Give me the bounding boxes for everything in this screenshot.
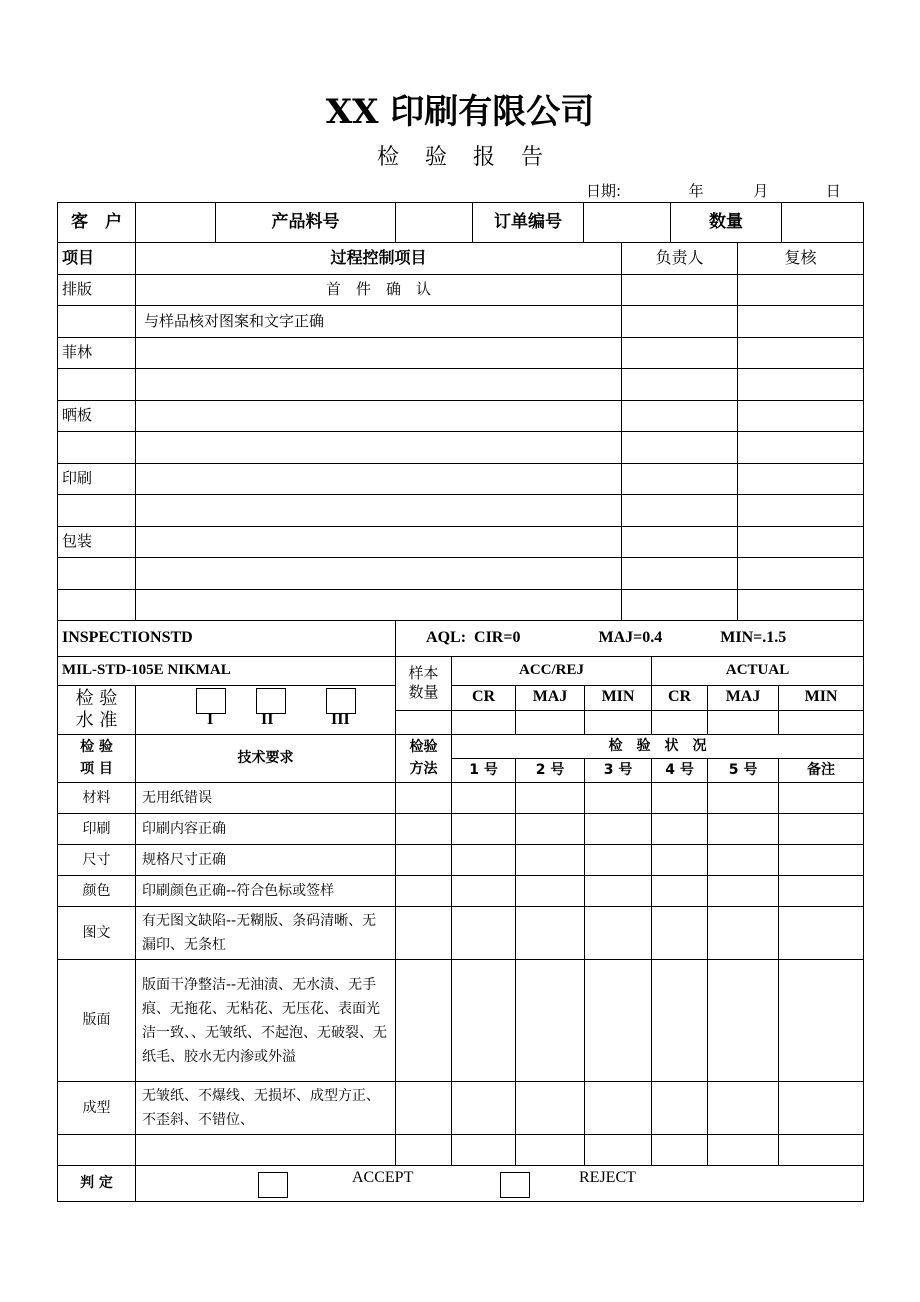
process-row-item: 菲林 xyxy=(58,338,136,369)
check-cell[interactable] xyxy=(585,1135,652,1166)
check-method-cell[interactable] xyxy=(396,1082,452,1135)
check-cell[interactable] xyxy=(652,907,708,960)
check-item: 颜色 xyxy=(58,876,136,907)
check-cell[interactable] xyxy=(516,783,585,814)
process-row-content xyxy=(136,527,622,558)
process-owner-cell[interactable] xyxy=(622,527,738,558)
process-row-item: 包装 xyxy=(58,527,136,558)
check-cell[interactable] xyxy=(585,814,652,845)
date-month: 月 xyxy=(753,182,769,200)
level-3-label: III xyxy=(331,711,350,728)
process-row-item xyxy=(58,306,136,338)
process-row-item xyxy=(58,495,136,527)
process-row-item: 印刷 xyxy=(58,464,136,495)
level-1-label: I xyxy=(207,711,214,728)
process-owner-cell[interactable] xyxy=(622,338,738,369)
process-owner-cell[interactable] xyxy=(622,369,738,401)
check-item-header: 检 验 项 目 xyxy=(58,735,136,783)
process-row-content xyxy=(136,338,622,369)
inspection-std-label: INSPECTIONSTD xyxy=(58,621,396,657)
process-row-content xyxy=(136,464,622,495)
process-owner-cell[interactable] xyxy=(622,401,738,432)
date-day: 日 xyxy=(825,182,841,200)
check-remark-cell[interactable] xyxy=(779,783,864,814)
process-row-item xyxy=(58,590,136,621)
check-requirement: 无皱纸、不爆线、无损坏、成型方正、不歪斜、不错位、 xyxy=(136,1082,396,1135)
check-remark-cell[interactable] xyxy=(779,1082,864,1135)
process-owner-cell[interactable] xyxy=(622,306,738,338)
report-title: 检验报告 xyxy=(376,145,569,170)
check-status-header: 检 验 状 况 xyxy=(452,735,864,759)
actual-maj-header: MAJ xyxy=(708,686,779,711)
product-no-label: 产品料号 xyxy=(216,203,396,243)
check-cell[interactable] xyxy=(708,814,779,845)
check-requirement: 有无图文缺陷--无糊版、条码清晰、无漏印、无条杠 xyxy=(136,907,396,960)
process-row-content xyxy=(136,558,622,590)
check-remark-cell[interactable] xyxy=(779,907,864,960)
date-label: 日期: xyxy=(586,182,622,200)
check-remark-cell[interactable] xyxy=(779,960,864,1082)
process-row-content xyxy=(136,495,622,527)
check-cell[interactable] xyxy=(585,876,652,907)
level-2-label: II xyxy=(261,711,274,728)
check-remark-cell[interactable] xyxy=(779,876,864,907)
acc-cr-header: CR xyxy=(452,686,516,711)
mil-std-label: MIL-STD-105E NIKMAL xyxy=(58,657,396,686)
check-cell[interactable] xyxy=(652,960,708,1082)
first-article-label: 首 件 确 认 xyxy=(136,275,622,306)
process-row-item xyxy=(58,558,136,590)
check-item: 材料 xyxy=(58,783,136,814)
process-row-content xyxy=(136,432,622,464)
check-cell[interactable] xyxy=(708,845,779,876)
process-owner-cell[interactable] xyxy=(622,464,738,495)
check-remark-cell[interactable] xyxy=(779,845,864,876)
inspection-standard-table xyxy=(57,620,864,1202)
check-cell[interactable] xyxy=(452,845,516,876)
process-owner-cell[interactable] xyxy=(622,432,738,464)
check-method-cell[interactable] xyxy=(396,960,452,1082)
process-review-cell[interactable] xyxy=(738,369,864,401)
process-table xyxy=(57,202,864,243)
check-method-cell[interactable] xyxy=(396,783,452,814)
process-review-cell[interactable] xyxy=(738,464,864,495)
check-requirement: 无用纸错误 xyxy=(136,783,396,814)
check-cell[interactable] xyxy=(452,907,516,960)
sample-2-header: 2 号 xyxy=(516,759,585,783)
check-cell[interactable] xyxy=(708,1082,779,1135)
check-cell[interactable] xyxy=(516,1082,585,1135)
check-cell[interactable] xyxy=(708,876,779,907)
process-review-cell[interactable] xyxy=(738,495,864,527)
check-cell[interactable] xyxy=(652,876,708,907)
sample-qty-label: 样本 数量 xyxy=(396,657,452,711)
actual-min-value[interactable] xyxy=(779,710,864,735)
process-review-cell[interactable] xyxy=(738,590,864,621)
process-owner-cell[interactable] xyxy=(622,495,738,527)
acc-maj-header: MAJ xyxy=(516,686,585,711)
check-item: 印刷 xyxy=(58,814,136,845)
check-cell[interactable] xyxy=(585,783,652,814)
process-review-cell[interactable] xyxy=(738,401,864,432)
quantity-label: 数量 xyxy=(671,203,782,243)
check-cell[interactable] xyxy=(585,1082,652,1135)
check-method-cell[interactable] xyxy=(396,1135,452,1166)
check-cell[interactable] xyxy=(652,1135,708,1166)
date-year: 年 xyxy=(688,182,704,200)
check-cell[interactable] xyxy=(652,783,708,814)
check-method-header: 检验 方法 xyxy=(396,735,452,783)
check-requirement: 规格尺寸正确 xyxy=(136,845,396,876)
check-cell[interactable] xyxy=(708,907,779,960)
actual-cr-value[interactable] xyxy=(652,710,708,735)
check-cell[interactable] xyxy=(708,783,779,814)
check-cell[interactable] xyxy=(652,845,708,876)
check-item: 成型 xyxy=(58,1082,136,1135)
check-cell[interactable] xyxy=(452,1082,516,1135)
reject-checkbox[interactable] xyxy=(500,1172,530,1198)
check-method-cell[interactable] xyxy=(396,876,452,907)
customer-label: 客 户 xyxy=(58,203,136,243)
process-review-cell[interactable] xyxy=(738,432,864,464)
reject-label: REJECT xyxy=(579,1169,636,1186)
inspection-level-options xyxy=(136,686,396,735)
maj-value: MAJ=0.4 xyxy=(598,629,663,647)
quantity-value[interactable] xyxy=(782,203,864,243)
check-cell[interactable] xyxy=(452,814,516,845)
check-cell[interactable] xyxy=(516,814,585,845)
min-value: MIN=.1.5 xyxy=(720,629,787,647)
check-cell[interactable] xyxy=(516,1135,585,1166)
check-cell[interactable] xyxy=(585,907,652,960)
process-row-item xyxy=(58,432,136,464)
customer-value[interactable] xyxy=(136,203,216,243)
sample-4-header: 4 号 xyxy=(652,759,708,783)
check-cell[interactable] xyxy=(452,876,516,907)
check-cell[interactable] xyxy=(708,1135,779,1166)
date-line xyxy=(586,180,841,201)
check-method-cell[interactable] xyxy=(396,845,452,876)
tech-requirement-header: 技术要求 xyxy=(136,735,396,783)
process-control-table xyxy=(57,242,864,621)
check-cell[interactable] xyxy=(452,960,516,1082)
actual-cr-header: CR xyxy=(652,686,708,711)
process-row-item: 排版 xyxy=(58,275,136,306)
check-item xyxy=(58,1135,136,1166)
process-review-cell[interactable] xyxy=(738,275,864,306)
acc-rej-header: ACC/REJ xyxy=(452,657,652,686)
sample-3-header: 3 号 xyxy=(585,759,652,783)
aql-line xyxy=(396,621,864,657)
process-owner-header: 负责人 xyxy=(622,243,738,275)
check-cell[interactable] xyxy=(652,814,708,845)
verdict-options xyxy=(136,1166,864,1202)
check-item: 图文 xyxy=(58,907,136,960)
process-review-header: 复核 xyxy=(738,243,864,275)
process-owner-cell[interactable] xyxy=(622,590,738,621)
aql-label: AQL: xyxy=(426,629,467,647)
check-requirement: 印刷颜色正确--符合色标或签样 xyxy=(136,876,396,907)
check-cell[interactable] xyxy=(516,960,585,1082)
inspection-level-label: 检 验 水 准 xyxy=(58,686,136,735)
process-owner-cell[interactable] xyxy=(622,275,738,306)
cir-value: CIR=0 xyxy=(474,629,521,647)
acc-min-value[interactable] xyxy=(585,710,652,735)
acc-min-header: MIN xyxy=(585,686,652,711)
actual-header: ACTUAL xyxy=(652,657,864,686)
check-requirement: 印刷内容正确 xyxy=(136,814,396,845)
product-no-value[interactable] xyxy=(396,203,473,243)
check-cell[interactable] xyxy=(452,783,516,814)
acc-maj-value[interactable] xyxy=(516,710,585,735)
check-cell[interactable] xyxy=(585,845,652,876)
process-review-cell[interactable] xyxy=(738,338,864,369)
check-method-cell[interactable] xyxy=(396,814,452,845)
process-review-cell[interactable] xyxy=(738,527,864,558)
order-no-value[interactable] xyxy=(584,203,671,243)
check-remark-cell[interactable] xyxy=(779,1135,864,1166)
process-control-header: 过程控制项目 xyxy=(136,243,622,275)
check-item: 尺寸 xyxy=(58,845,136,876)
process-review-cell[interactable] xyxy=(738,306,864,338)
check-requirement: 版面干净整洁--无油渍、无水渍、无手痕、无拖花、无粘花、无压花、表面光洁一致、、无皱纸、不起泡、无破裂、无纸毛、胶水无内渗或外溢 xyxy=(136,960,396,1082)
check-cell[interactable] xyxy=(585,960,652,1082)
check-requirement xyxy=(136,1135,396,1166)
process-row-content: 与样品核对图案和文字正确 xyxy=(136,306,622,338)
acc-cr-value[interactable] xyxy=(452,710,516,735)
verdict-label: 判 定 xyxy=(58,1166,136,1202)
process-owner-cell[interactable] xyxy=(622,558,738,590)
process-row-content xyxy=(136,401,622,432)
process-row-content xyxy=(136,590,622,621)
check-method-cell[interactable] xyxy=(396,907,452,960)
check-cell[interactable] xyxy=(516,876,585,907)
check-cell[interactable] xyxy=(516,845,585,876)
check-cell[interactable] xyxy=(516,907,585,960)
check-cell[interactable] xyxy=(652,1082,708,1135)
process-review-cell[interactable] xyxy=(738,558,864,590)
check-cell[interactable] xyxy=(452,1135,516,1166)
accept-checkbox[interactable] xyxy=(258,1172,288,1198)
remarks-header: 备注 xyxy=(779,759,864,783)
process-row-item: 晒板 xyxy=(58,401,136,432)
process-row-item xyxy=(58,369,136,401)
process-item-header: 项目 xyxy=(58,243,136,275)
accept-label: ACCEPT xyxy=(352,1169,414,1186)
sample-qty-value[interactable] xyxy=(396,710,452,735)
process-row-content xyxy=(136,369,622,401)
order-no-label: 订单编号 xyxy=(473,203,584,243)
check-item: 版面 xyxy=(58,960,136,1082)
check-cell[interactable] xyxy=(708,960,779,1082)
sample-5-header: 5 号 xyxy=(708,759,779,783)
company-title: XX 印刷有限公司 xyxy=(325,92,595,132)
actual-min-header: MIN xyxy=(779,686,864,711)
actual-maj-value[interactable] xyxy=(708,710,779,735)
check-remark-cell[interactable] xyxy=(779,814,864,845)
sample-1-header: 1 号 xyxy=(452,759,516,783)
